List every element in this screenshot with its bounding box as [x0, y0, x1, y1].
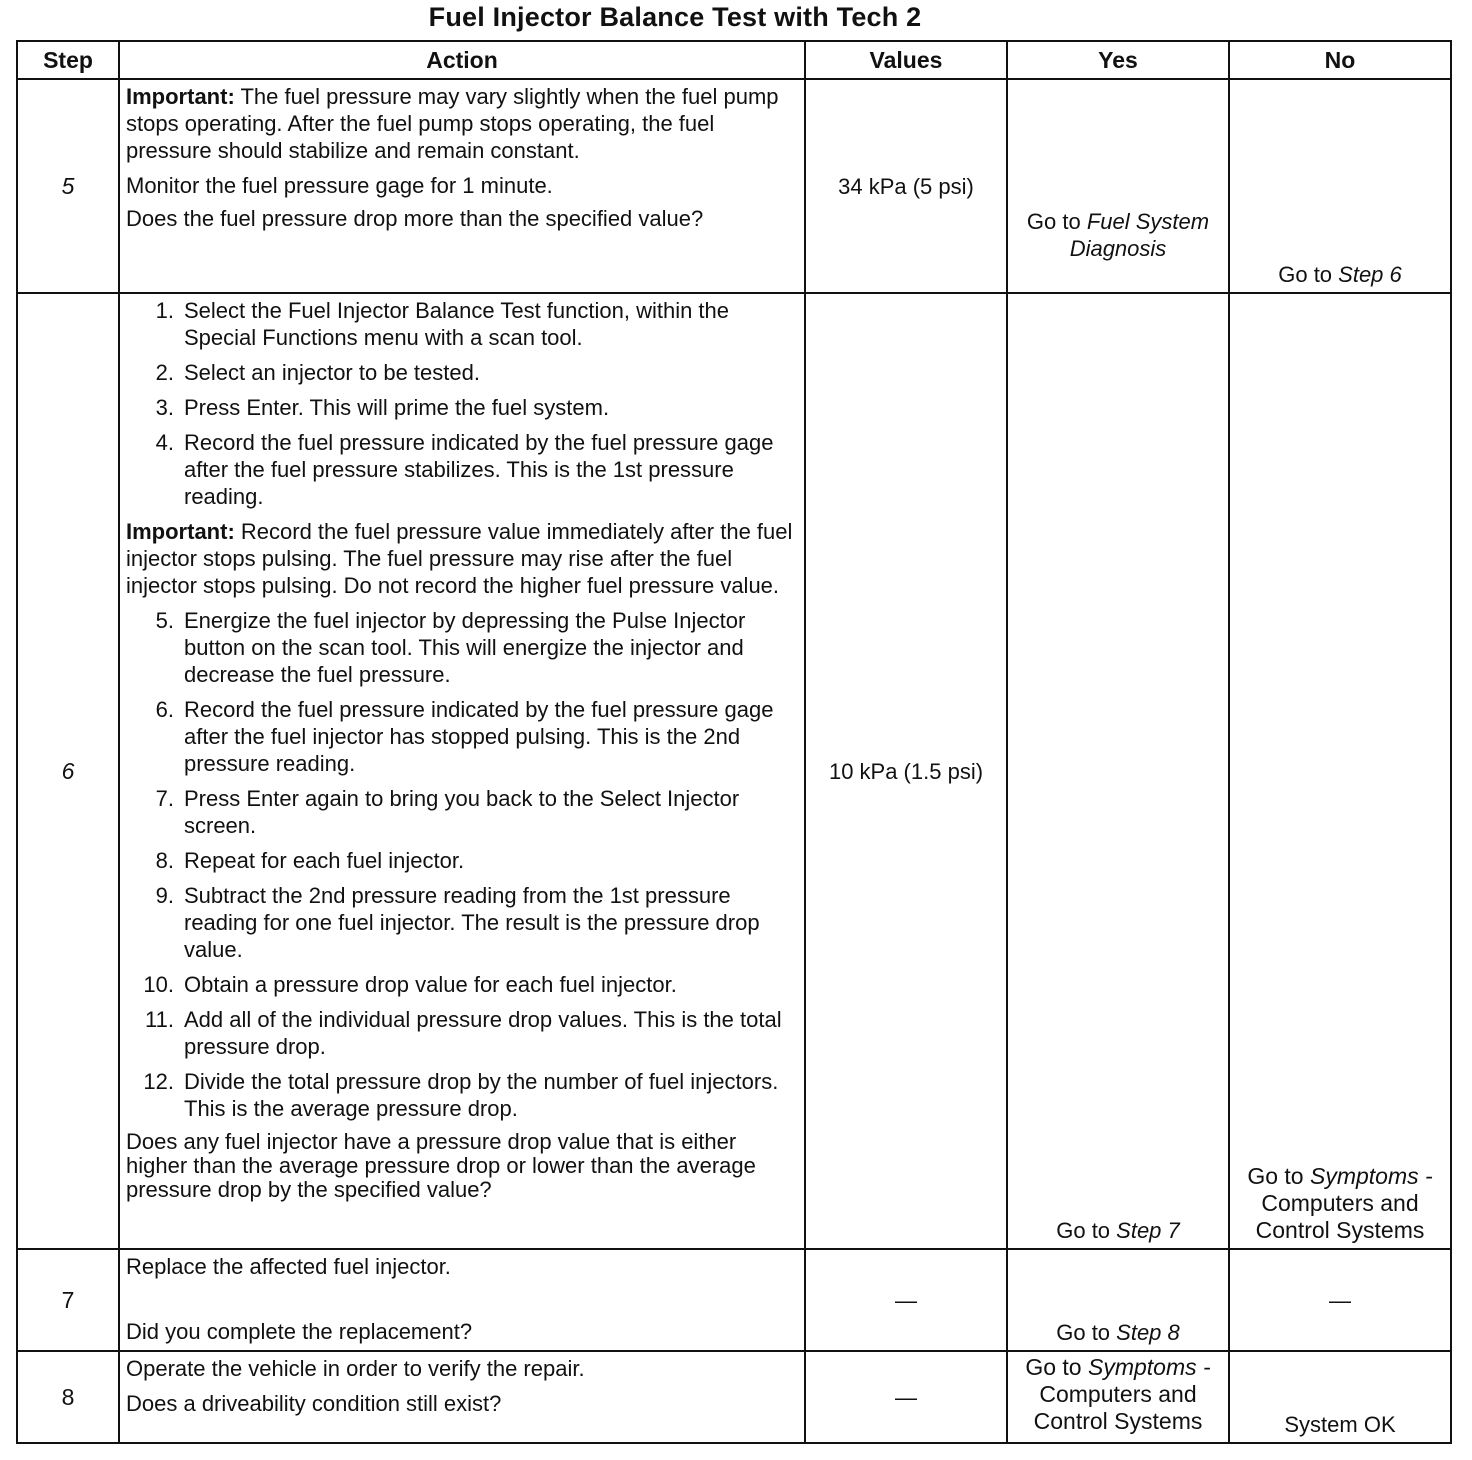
important-text: The fuel pressure may vary slightly when the fuel pump stops operating. After the fuel pump stops operating, the fuel pressure should stabilize and remain constant. — [126, 84, 779, 163]
list-item: 2. Select an injector to be tested. — [155, 360, 480, 385]
important-label: Important: — [126, 84, 235, 109]
procedure-list-a — [126, 297, 798, 510]
header-action: Action — [119, 41, 805, 79]
no-reference-rest[interactable]: Computers and Control Systems — [1255, 1190, 1425, 1243]
list-item: 4. Record the fuel pressure indicated by the fuel pressure gage after the fuel pressure stabilizes. This is the 1st pressure reading. — [155, 430, 774, 509]
list-item: 3. Press Enter. This will prime the fuel system. — [155, 395, 610, 420]
no-reference-link[interactable]: Symptoms - — [1309, 1163, 1433, 1189]
action-text: Operate the vehicle in order to verify the repair. — [126, 1356, 585, 1381]
question-text: Does a driveability condition still exist? — [126, 1391, 502, 1416]
yes-prefix: Go to — [1025, 1354, 1088, 1380]
step-number: 5 — [17, 79, 119, 293]
document-title: Fuel Injector Balance Test with Tech 2 — [428, 2, 922, 32]
important-label: Important: — [126, 519, 235, 544]
yes-cell — [1007, 293, 1229, 1249]
yes-reference-link[interactable]: Symptoms - — [1087, 1354, 1211, 1380]
diagnostic-table — [16, 40, 1452, 1444]
important-note — [126, 518, 798, 599]
table-row-step-6 — [17, 293, 1451, 1249]
step-value: — — [805, 1351, 1007, 1443]
header-row — [17, 41, 1451, 79]
table-row-step-7 — [17, 1249, 1451, 1351]
step-value: 34 kPa (5 psi) — [805, 79, 1007, 293]
list-item: 1. Select the Fuel Injector Balance Test function, within the Special Functions menu with a scan tool. — [155, 298, 730, 350]
step-number: 6 — [17, 293, 119, 1249]
step-value: — — [805, 1249, 1007, 1351]
no-prefix: Go to — [1278, 262, 1339, 287]
list-item: 11. Add all of the individual pressure drop values. This is the total pressure drop. — [145, 1007, 782, 1059]
list-item: 9. Subtract the 2nd pressure reading from the 1st pressure reading for one fuel injector. The result is the pressure drop value. — [155, 883, 760, 962]
step-action — [119, 1351, 805, 1443]
no-cell: System OK — [1229, 1351, 1451, 1443]
step-value: 10 kPa (1.5 psi) — [805, 293, 1007, 1249]
yes-cell — [1007, 79, 1229, 293]
question-text: Did you complete the replacement? — [126, 1319, 473, 1344]
yes-reference-link[interactable]: Fuel System Diagnosis — [1069, 209, 1210, 261]
procedure-list-b — [126, 607, 798, 1122]
list-item: 5. Energize the fuel injector by depressing the Pulse Injector button on the scan tool. This will energize the injector and decrease the fuel pressure. — [155, 608, 746, 687]
step-number: 7 — [17, 1249, 119, 1351]
header-yes: Yes — [1007, 41, 1229, 79]
action-text: Monitor the fuel pressure gage for 1 minute. — [126, 173, 553, 198]
no-cell: — — [1229, 1249, 1451, 1351]
yes-prefix: Go to — [1056, 1320, 1117, 1345]
yes-reference-link[interactable]: Step 8 — [1116, 1320, 1180, 1345]
no-reference-link[interactable]: Step 6 — [1338, 262, 1402, 287]
list-item: 12. Divide the total pressure drop by the number of fuel injectors. This is the average pressure drop. — [143, 1069, 779, 1121]
step-action — [119, 293, 805, 1249]
yes-cell — [1007, 1351, 1229, 1443]
important-text: Record the fuel pressure value immediately after the fuel injector stops pulsing. The fuel pressure may rise after the fuel injector stops pulsing. Do not record the higher fuel pressure value. — [126, 519, 793, 598]
yes-reference-rest[interactable]: Computers and Control Systems — [1033, 1381, 1203, 1434]
step-number: 8 — [17, 1351, 119, 1443]
table-row-step-5 — [17, 79, 1451, 293]
step-action — [119, 79, 805, 293]
yes-reference-link[interactable]: Step 7 — [1116, 1218, 1180, 1243]
no-cell — [1229, 79, 1451, 293]
header-values: Values — [805, 41, 1007, 79]
no-prefix: Go to — [1247, 1163, 1310, 1189]
question-text: Does the fuel pressure drop more than the specified value? — [126, 206, 704, 231]
action-text: Replace the affected fuel injector. — [126, 1254, 451, 1279]
list-item: 10. Obtain a pressure drop value for each fuel injector. — [143, 972, 677, 997]
table-row-step-8 — [17, 1351, 1451, 1443]
no-cell — [1229, 293, 1451, 1249]
header-no: No — [1229, 41, 1451, 79]
list-item: 7. Press Enter again to bring you back to the Select Injector screen. — [155, 786, 740, 838]
yes-prefix: Go to — [1026, 209, 1087, 234]
question-text: Does any fuel injector have a pressure drop value that is either higher than the average pressure drop or lower than the average pressure drop by the specified value? — [126, 1129, 756, 1202]
yes-prefix: Go to — [1056, 1218, 1117, 1243]
step-action — [119, 1249, 805, 1351]
header-step: Step — [17, 41, 119, 79]
yes-cell — [1007, 1249, 1229, 1351]
important-note — [126, 83, 798, 164]
list-item: 8. Repeat for each fuel injector. — [155, 848, 465, 873]
list-item: 6. Record the fuel pressure indicated by the fuel pressure gage after the fuel injector has stopped pulsing. This is the 2nd pressure reading. — [155, 697, 774, 776]
